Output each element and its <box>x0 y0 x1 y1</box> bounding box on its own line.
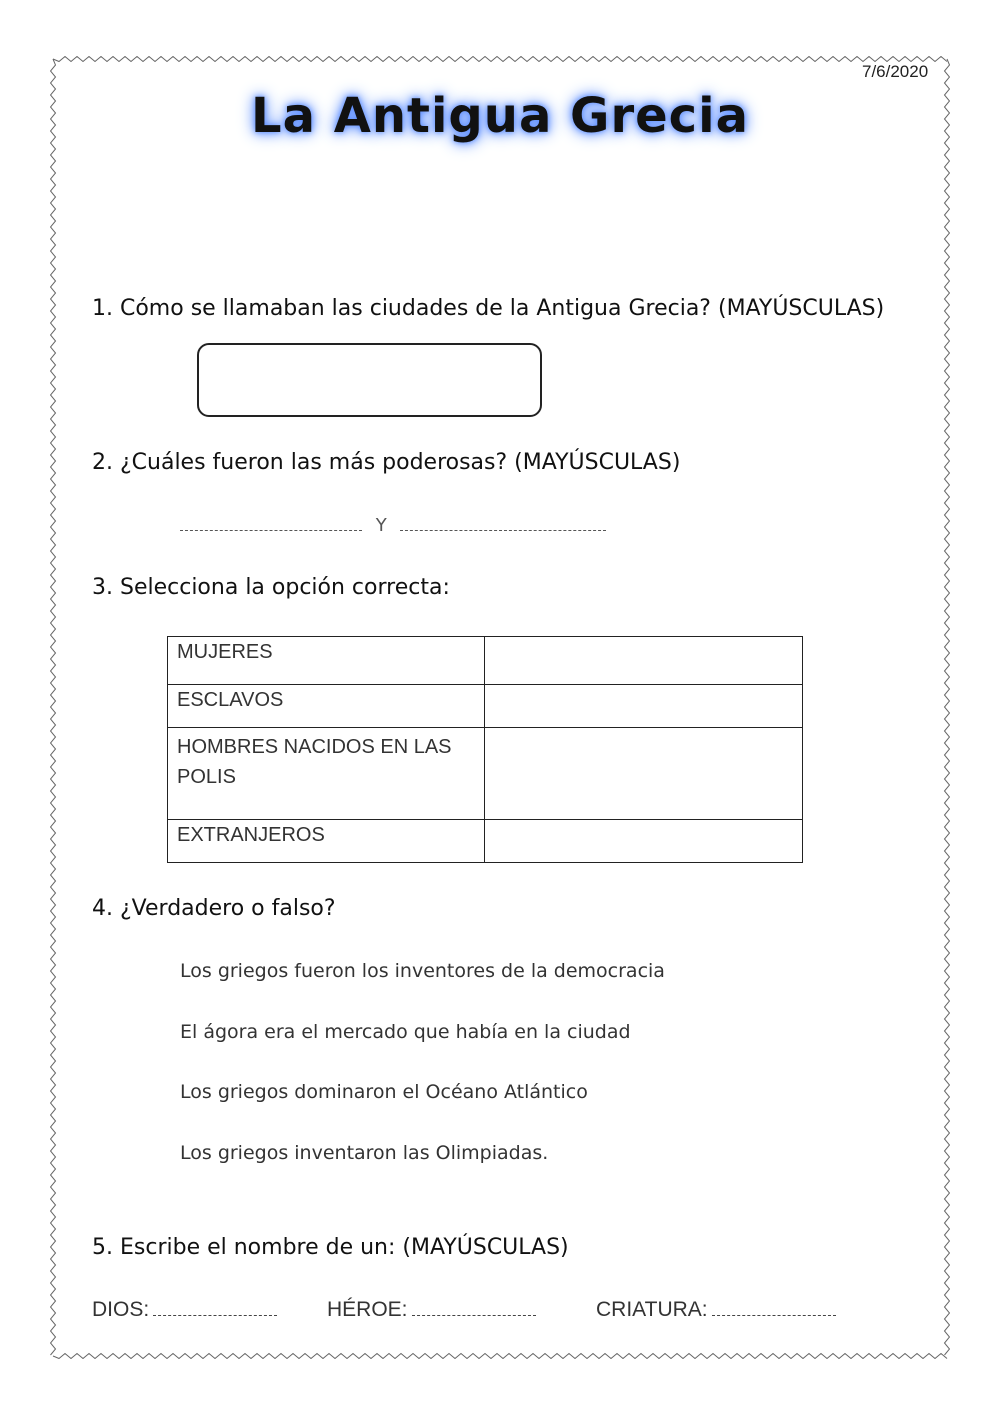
option-answer-slot[interactable] <box>484 728 802 820</box>
answer-blanks-q2 <box>180 514 606 536</box>
fill-in-creature <box>596 1297 836 1322</box>
table-row <box>168 820 803 863</box>
page-title: La Antigua Grecia <box>251 88 749 144</box>
blank-connector: Y <box>375 515 387 536</box>
question-5: 5. Escribe el nombre de un: (MAYÚSCULAS) <box>92 1235 569 1260</box>
option-label: EXTRANJEROS <box>168 820 485 863</box>
fill-in-label: CRIATURA: <box>596 1298 708 1321</box>
fill-in-label: DIOS: <box>92 1298 150 1321</box>
question-1: 1. Cómo se llamaban las ciudades de la Antigua Grecia? (MAYÚSCULAS) <box>92 296 885 321</box>
table-row <box>168 728 803 820</box>
option-label: MUJERES <box>168 637 485 685</box>
question-4: 4. ¿Verdadero o falso? <box>92 896 336 921</box>
fill-in-god <box>92 1297 277 1322</box>
fill-in-line[interactable] <box>712 1297 836 1316</box>
option-answer-slot[interactable] <box>484 685 802 728</box>
fill-in-line[interactable] <box>153 1297 277 1316</box>
question-2: 2. ¿Cuáles fueron las más poderosas? (MAYÚSCULAS) <box>92 450 681 475</box>
blank-line-2[interactable] <box>400 514 606 531</box>
option-answer-slot[interactable] <box>484 637 802 685</box>
true-false-statement[interactable]: El ágora era el mercado que había en la ciudad <box>180 1021 631 1043</box>
fill-in-line[interactable] <box>412 1297 536 1316</box>
true-false-statement[interactable]: Los griegos inventaron las Olimpiadas. <box>180 1142 549 1164</box>
true-false-statement[interactable]: Los griegos dominaron el Océano Atlántico <box>180 1081 588 1103</box>
options-table <box>167 636 803 863</box>
answer-box-q1[interactable] <box>197 343 542 417</box>
blank-line-1[interactable] <box>180 514 362 531</box>
question-3: 3. Selecciona la opción correcta: <box>92 575 450 600</box>
table-row <box>168 685 803 728</box>
option-label: HOMBRES NACIDOS EN LAS POLIS <box>168 728 485 820</box>
option-answer-slot[interactable] <box>484 820 802 863</box>
true-false-statement[interactable]: Los griegos fueron los inventores de la democracia <box>180 960 665 982</box>
fill-in-label: HÉROE: <box>327 1298 408 1321</box>
date-label: 7/6/2020 <box>862 62 929 81</box>
option-label: ESCLAVOS <box>168 685 485 728</box>
table-row <box>168 637 803 685</box>
fill-in-hero <box>327 1297 536 1322</box>
